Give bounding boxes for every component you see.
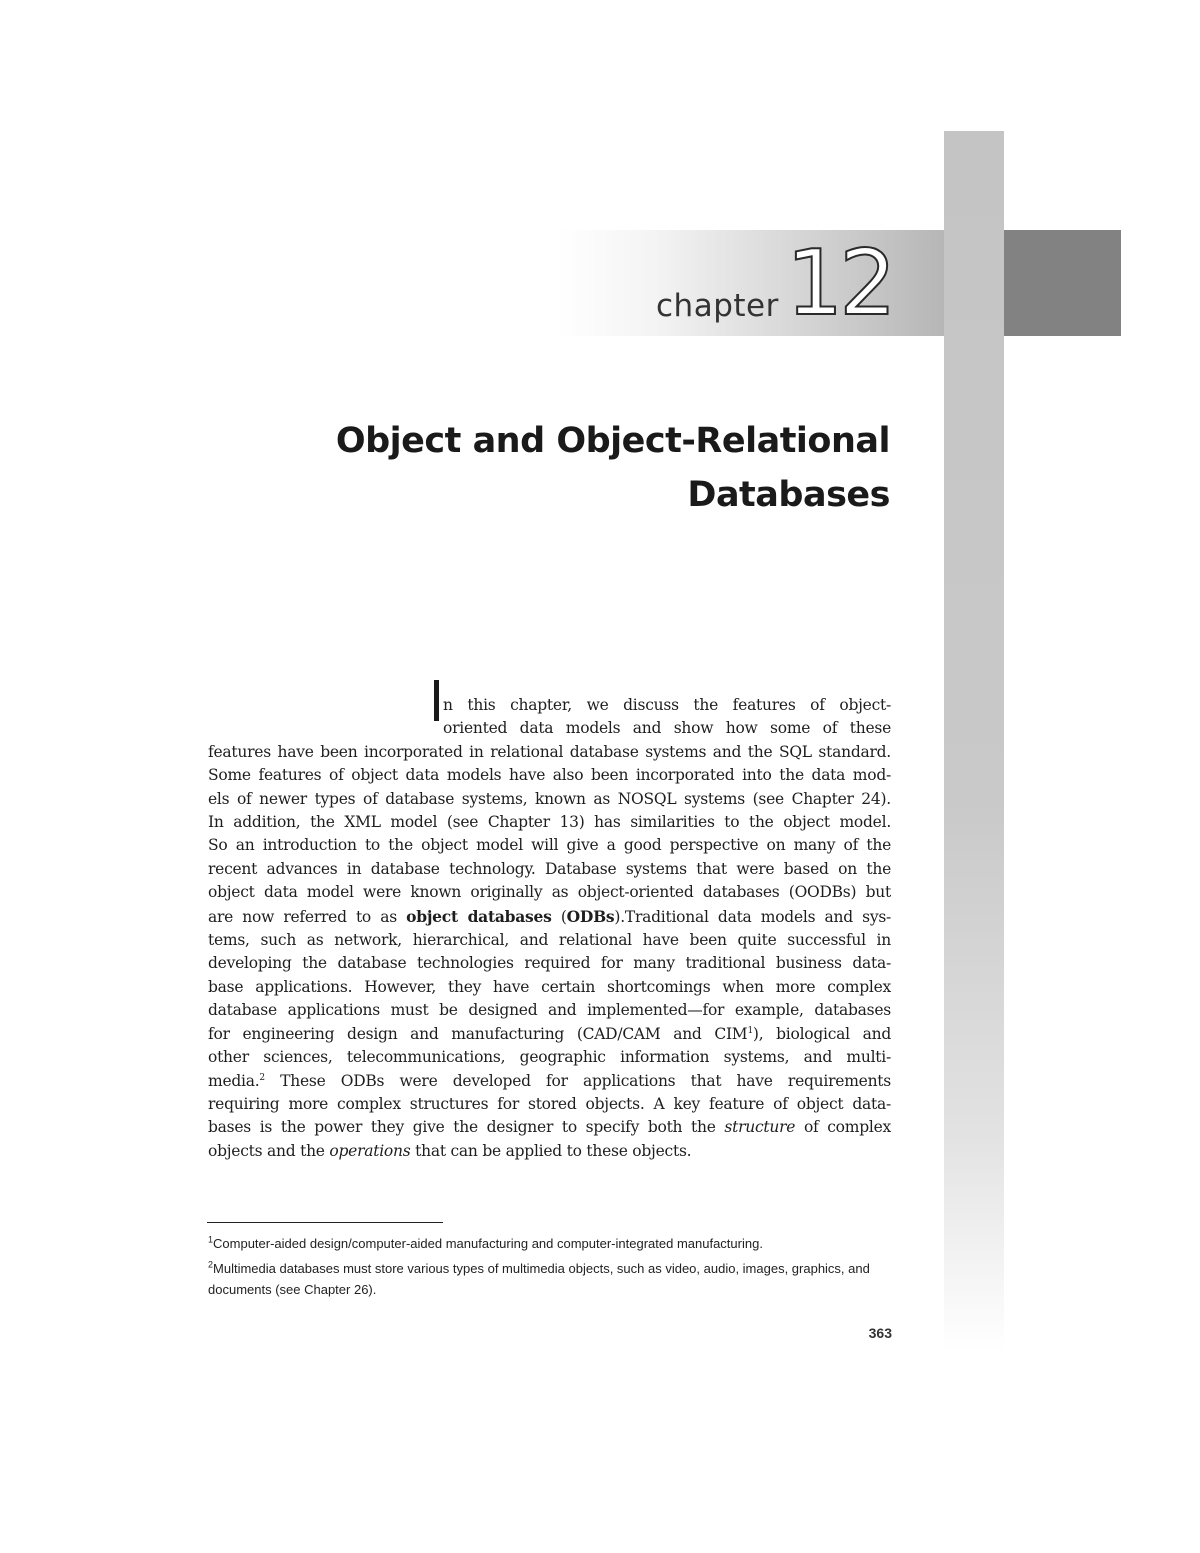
footnote-mark: 2 — [208, 1259, 214, 1270]
page-number: 363 — [868, 1325, 892, 1341]
footnote-ref-2: 2 — [259, 1072, 265, 1083]
paragraph-line: features have been incorporated in relational database systems and the SQL standard. — [208, 742, 891, 761]
paragraph-line: other sciences, telecommunications, geographic information systems, and multi- — [208, 1048, 891, 1067]
paragraph-line: tems, such as network, hierarchical, and relational have been quite successful in — [208, 931, 891, 950]
paragraph-line: requiring more complex structures for stored objects. A key feature of object data- — [208, 1094, 891, 1113]
footnote-ref-1: 1 — [747, 1025, 753, 1036]
paragraph-line: developing the database technologies required for many traditional business data- — [208, 954, 891, 973]
chapter-title-line-2: Databases — [687, 475, 890, 515]
paragraph-line: object data model were known originally as object-oriented databases (OODBs) but — [208, 883, 891, 902]
paragraph-line: media.$^2$ These ODBs were developed for applications that have requirements — [208, 1071, 891, 1090]
chapter-side-tab — [944, 131, 1004, 1353]
term-operations: operations — [329, 1141, 411, 1160]
chapter-number: 12 — [786, 231, 893, 336]
footnotes — [208, 1233, 898, 1304]
paragraph-line: objects and the operations that can be applied to these objects. — [208, 1141, 692, 1160]
paragraph-line: base applications. However, they have certain shortcomings when more complex — [208, 977, 891, 996]
footnote-divider — [207, 1222, 443, 1223]
paragraph-line: are now referred to as object databases (ODBs).Traditional data models and sys- — [208, 906, 892, 926]
paragraph-line: database applications must be designed and implemented—for example, databases — [208, 1001, 891, 1020]
footnote-2: $^2$Multimedia databases must store various types of multimedia objects, such as video, audio, images, graphics, and documents (see Chapter 26). — [208, 1259, 870, 1297]
paragraph-line: for engineering design and manufacturing (CAD/CAM and CIM$^1$), biological and — [208, 1024, 891, 1043]
paragraph-line: bases is the power they give the designer to specify both the structure of complex — [208, 1118, 891, 1137]
term-object-databases: object databases — [406, 906, 552, 926]
paragraph-line: So an introduction to the object model will give a good perspective on many of the — [208, 836, 891, 855]
paragraph-line: Some features of object data models have also been incorporated into the data mod- — [208, 766, 891, 785]
chapter-header-bar-edge — [1004, 230, 1121, 336]
footnote-1: $^1$Computer-aided design/computer-aided manufacturing and computer-integrated manufacturing. — [208, 1234, 763, 1251]
paragraph-line: els of newer types of database systems, known as NOSQL systems (see Chapter 24). — [208, 789, 891, 808]
paragraph-line: recent advances in database technology. Database systems that were based on the — [208, 859, 891, 878]
term-odbs: ODBs — [566, 906, 615, 926]
intro-paragraph — [208, 694, 891, 1163]
paragraph-line: In addition, the XML model (see Chapter 13) has similarities to the object model. — [208, 813, 891, 832]
footnote-mark: 1 — [208, 1234, 214, 1245]
chapter-label: chapter — [656, 288, 779, 324]
chapter-title-line-1: Object and Object-Relational — [335, 421, 890, 461]
paragraph-line: n this chapter, we discuss the features of object- — [443, 696, 891, 714]
chapter-title — [300, 414, 890, 522]
paragraph-line: oriented data models and show how some of these — [443, 719, 891, 738]
term-structure: structure — [724, 1118, 796, 1137]
